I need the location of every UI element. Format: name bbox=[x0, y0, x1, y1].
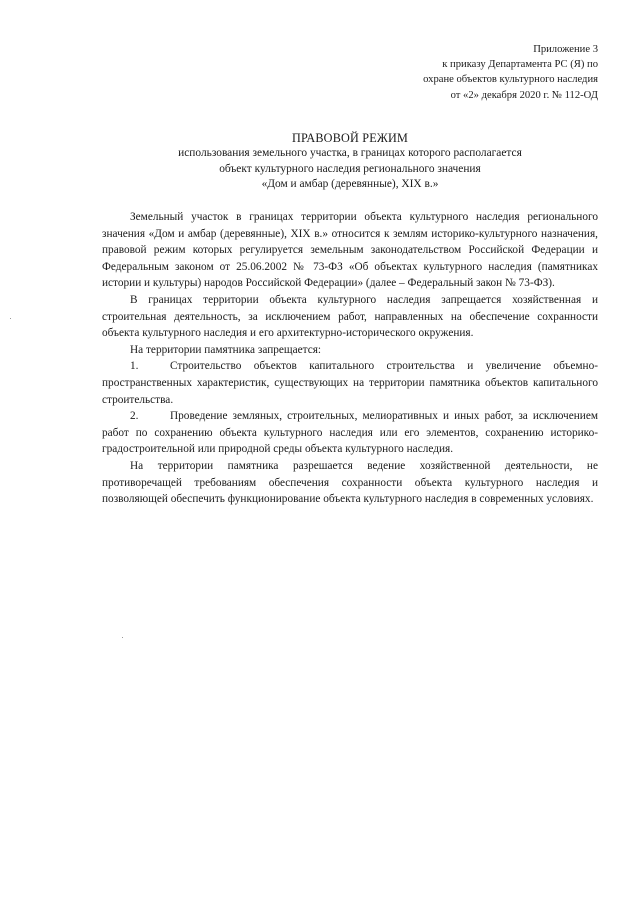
document-subtitle-line-3: «Дом и амбар (деревянные), XIX в.» bbox=[261, 178, 439, 191]
appendix-header bbox=[338, 42, 598, 103]
list-item-2-number: 2. bbox=[130, 410, 139, 423]
document-title: ПРАВОВОЙ РЕЖИМ bbox=[291, 131, 409, 145]
scan-speck bbox=[122, 637, 123, 638]
document-subtitle-line-1: использования земельного участка, в границах которого располагается bbox=[178, 147, 522, 159]
list-item-2-text: Проведение земляных, строительных, мелиоративных и иных работ, за исключением работ по сохранению объекта культурного наследия или его элементов, сохранению историко-градостроительной или природной среды объекта культурного наследия. bbox=[102, 410, 598, 456]
document-body bbox=[102, 209, 598, 508]
list-item-1-text: Строительство объектов капитального строительства и увеличение объемно-пространственных характеристик, существующих на территории памятника объектов капитального строительства. bbox=[102, 360, 598, 406]
appendix-line-4: от «2» декабря 2020 г. № 112-ОД bbox=[450, 89, 598, 101]
list-item-2 bbox=[102, 408, 598, 458]
appendix-line-2: к приказу Департамента РС (Я) по bbox=[442, 59, 598, 71]
scan-speck bbox=[10, 318, 11, 319]
list-item-1 bbox=[102, 358, 598, 408]
list-item-1-number: 1. bbox=[130, 360, 139, 373]
paragraph-land-status: Земельный участок в границах территории объекта культурного наследия регионального значения «Дом и амбар (деревянные), XIX в.» относится к землям историко-культурного назначения, правовой режим которых регулируется земельным законодательством Российской Федерации и Федеральным законом от 25.06.2002 № 73-ФЗ «Об объектах культурного наследия (памятниках истории и культуры) народов Российской Федерации» (далее – Федеральный закон № 73-ФЗ). bbox=[102, 211, 598, 290]
appendix-line-3: охране объектов культурного наследия bbox=[423, 74, 598, 86]
appendix-line-1: Приложение 3 bbox=[533, 44, 598, 55]
paragraph-permitted: На территории памятника разрешается ведение хозяйственной деятельности, не противоречащей требованиям обеспечения сохранности объекта культурного наследия и позволяющей обеспечить функционирование объекта культурного наследия в современных условиях. bbox=[102, 459, 598, 506]
paragraph-prohibition-general: В границах территории объекта культурного наследия запрещается хозяйственная и строительная деятельность, за исключением работ, направленных на обеспечение сохранности объекта культурного наследия и его архитектурно-исторического окружения. bbox=[102, 293, 598, 340]
paragraph-prohibited-intro: На территории памятника запрещается: bbox=[130, 343, 322, 356]
document-title-block bbox=[102, 130, 598, 193]
document-subtitle-line-2: объект культурного наследия регионального значения bbox=[219, 162, 481, 175]
